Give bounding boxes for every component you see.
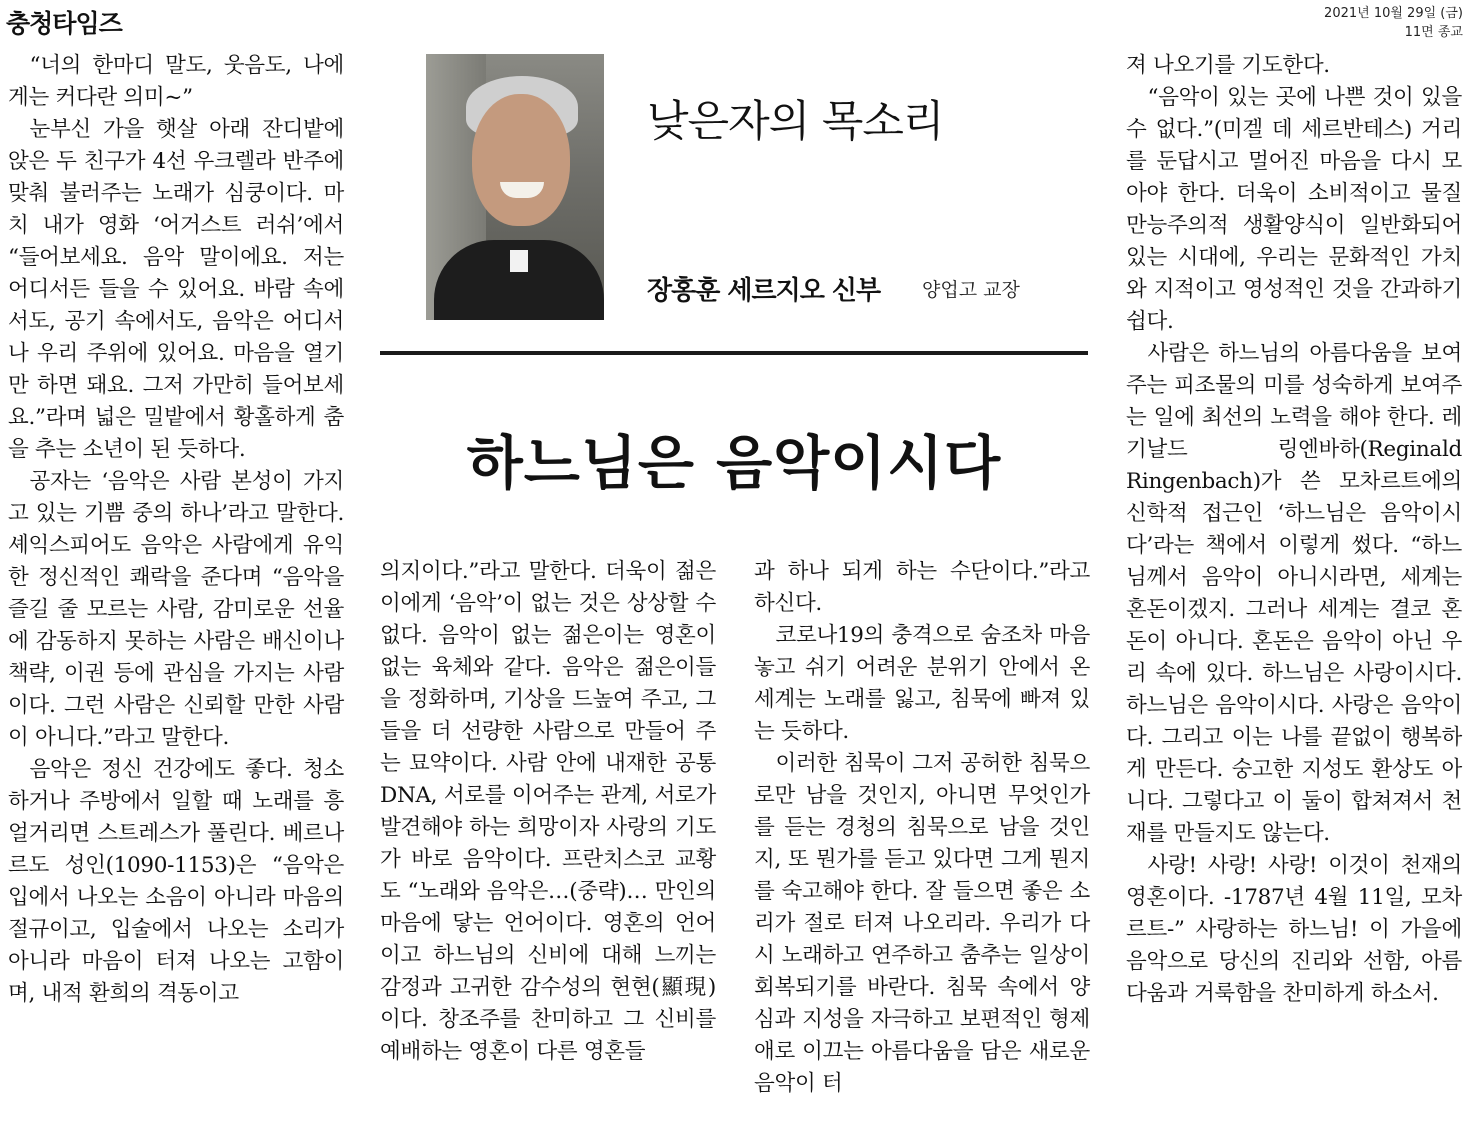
paragraph: 코로나19의 충격으로 숨조차 마음 놓고 쉬기 어려운 분위기 안에서 온 세계는 노래를 잃고, 침묵에 빠져 있는 듯하다.: [754, 623, 1090, 744]
article-column-2: [380, 556, 716, 1068]
article-column-1: [8, 50, 344, 1010]
paragraph: 이러한 침묵이 그저 공허한 침묵으로만 남을 것인지, 아니면 무엇인가를 듣는 경청의 침묵으로 남을 것인지, 또 뭔가를 듣고 있다면 그게 뭔지를 숙고해야 한다. 잘 들으면 좋은 소리가 절로 터져 나오리라. 우리가 다시 노래하고 연주하고 춤추는 일상이 회복되기를 바란다. 침묵 속에서 양심과 지성을 자극하고 보편적인 형제애로 이끄는 아름다움을 담은 새로운 음악이 터: [754, 751, 1090, 1096]
page-section: 11면 종교: [1404, 25, 1463, 40]
article-headline: 하느님은 음악이시다: [466, 429, 1002, 497]
series-title: 낮은자의 목소리: [647, 97, 944, 147]
author-role: 양업고 교장: [922, 279, 1020, 301]
paragraph: 사람은 하느님의 아름다움을 보여주는 피조물의 미를 성숙하게 보여주는 일에 최선의 노력을 해야 한다. 레기날드 링엔바하(Reginald Ringenbach)가 쓴 모차르트에의 신학적 접근인 ‘하느님은 음악이시다’라는 책에서 이렇게 썼다. “하느님께서 음악이 아니시라면, 세계는 혼돈이겠지. 그러나 세계는 결코 혼돈이 아니다. 혼돈은 음악이 아닌 우리 속에 있다. 하느님은 사랑이시다. 하느님은 음악이시다. 사랑은 음악이다. 그리고 이는 나를 끝없이 행복하게 만든다. 숭고한 지성도 환상도 아니다. 그렇다고 이 둘이 합쳐져서 천재를 만들지도 않는다.: [1126, 341, 1462, 846]
newspaper-masthead: 충청타임즈: [6, 9, 122, 38]
paragraph: 과 하나 되게 하는 수단이다.”라고 하신다.: [754, 559, 1090, 616]
paragraph: 사랑! 사랑! 사랑! 이것이 천재의 영혼이다. -1787년 4월 11일, 모차르트-” 사랑하는 하느님! 이 가을에 음악으로 당신의 진리와 선함, 아름다움과 거룩함을 찬미하게 하소서.: [1126, 853, 1462, 1006]
paragraph: “너의 한마디 말도, 웃음도, 나에게는 커다란 의미~”: [8, 53, 344, 110]
paragraph: 음악은 정신 건강에도 좋다. 청소하거나 주방에서 일할 때 노래를 흥얼거리면 스트레스가 풀린다. 베르나르도 성인(1090-1153)은 “음악은 입에서 나오는 소음이 아니라 마음의 절규이고, 입술에서 나오는 소리가 아니라 마음이 터져 나오는 고함이며, 내적 환희의 격동이고: [8, 757, 344, 1006]
paragraph: “음악이 있는 곳에 나쁜 것이 있을 수 없다.”(미겔 데 세르반테스) 거리를 둔답시고 멀어진 마음을 다시 모아야 한다. 더욱이 소비적이고 물질 만능주의적 생활양식이 일반화되어 있는 시대에, 우리는 문화적인 가치와 지적이고 영성적인 것을 간과하기 쉽다.: [1126, 85, 1462, 334]
paragraph: 져 나오기를 기도한다.: [1126, 53, 1330, 78]
author-photo: [426, 54, 604, 320]
article-column-4: [1126, 50, 1462, 1010]
paragraph: 눈부신 가을 햇살 아래 잔디밭에 앉은 두 친구가 4선 우크렐라 반주에 맞춰 불러주는 노래가 심쿵이다. 마치 내가 영화 ‘어거스트 러쉬’에서 “들어보세요. 음악 말이에요. 저는 어디서든 들을 수 있어요. 바람 속에서도, 공기 속에서도, 음악은 어디서나 우리 주위에 있어요. 마음을 열기만 하면 돼요. 그저 가만히 들어보세요.”라며 넓은 밀밭에서 황홀하게 춤을 추는 소년이 된 듯하다.: [8, 117, 344, 462]
paragraph: 공자는 ‘음악은 사람 본성이 가지고 있는 기쁨 중의 하나’라고 말한다. 셰익스피어도 음악은 사람에게 유익한 정신적인 쾌락을 준다며 “음악을 즐길 줄 모르는 사람, 감미로운 선율에 감동하지 못하는 사람은 배신이나 책략, 이권 등에 관심을 가지는 사람이다. 그런 사람은 신뢰할 만한 사람이 아니다.”라고 말한다.: [8, 469, 344, 750]
article-column-3: [754, 556, 1090, 1100]
publication-date: 2021년 10월 29일 (금): [1324, 6, 1463, 21]
dateline: [1324, 4, 1463, 42]
author-name: 장홍훈 세르지오 신부: [647, 276, 881, 306]
paragraph: 의지이다.”라고 말한다. 더욱이 젊은이에게 ‘음악’이 없는 것은 상상할 수 없다. 음악이 없는 젊은이는 영혼이 없는 육체와 같다. 음악은 젊은이들을 정화하며, 기상을 드높여 주고, 그들을 더 선량한 사람으로 만들어 주는 묘약이다. 사람 안에 내재한 공통 DNA, 서로를 이어주는 관계, 서로가 발견해야 하는 희망이자 사랑의 기도가 바로 음악이다. 프란치스코 교황도 “노래와 음악은…(중략)… 만인의 마음에 닿는 언어이다. 영혼의 언어이고 하느님의 신비에 대해 느끼는 감정과 고귀한 감수성의 현현(顯現)이다. 창조주를 찬미하고 그 신비를 예배하는 영혼이 다른 영혼들: [380, 559, 716, 1064]
header-divider: [380, 351, 1088, 355]
